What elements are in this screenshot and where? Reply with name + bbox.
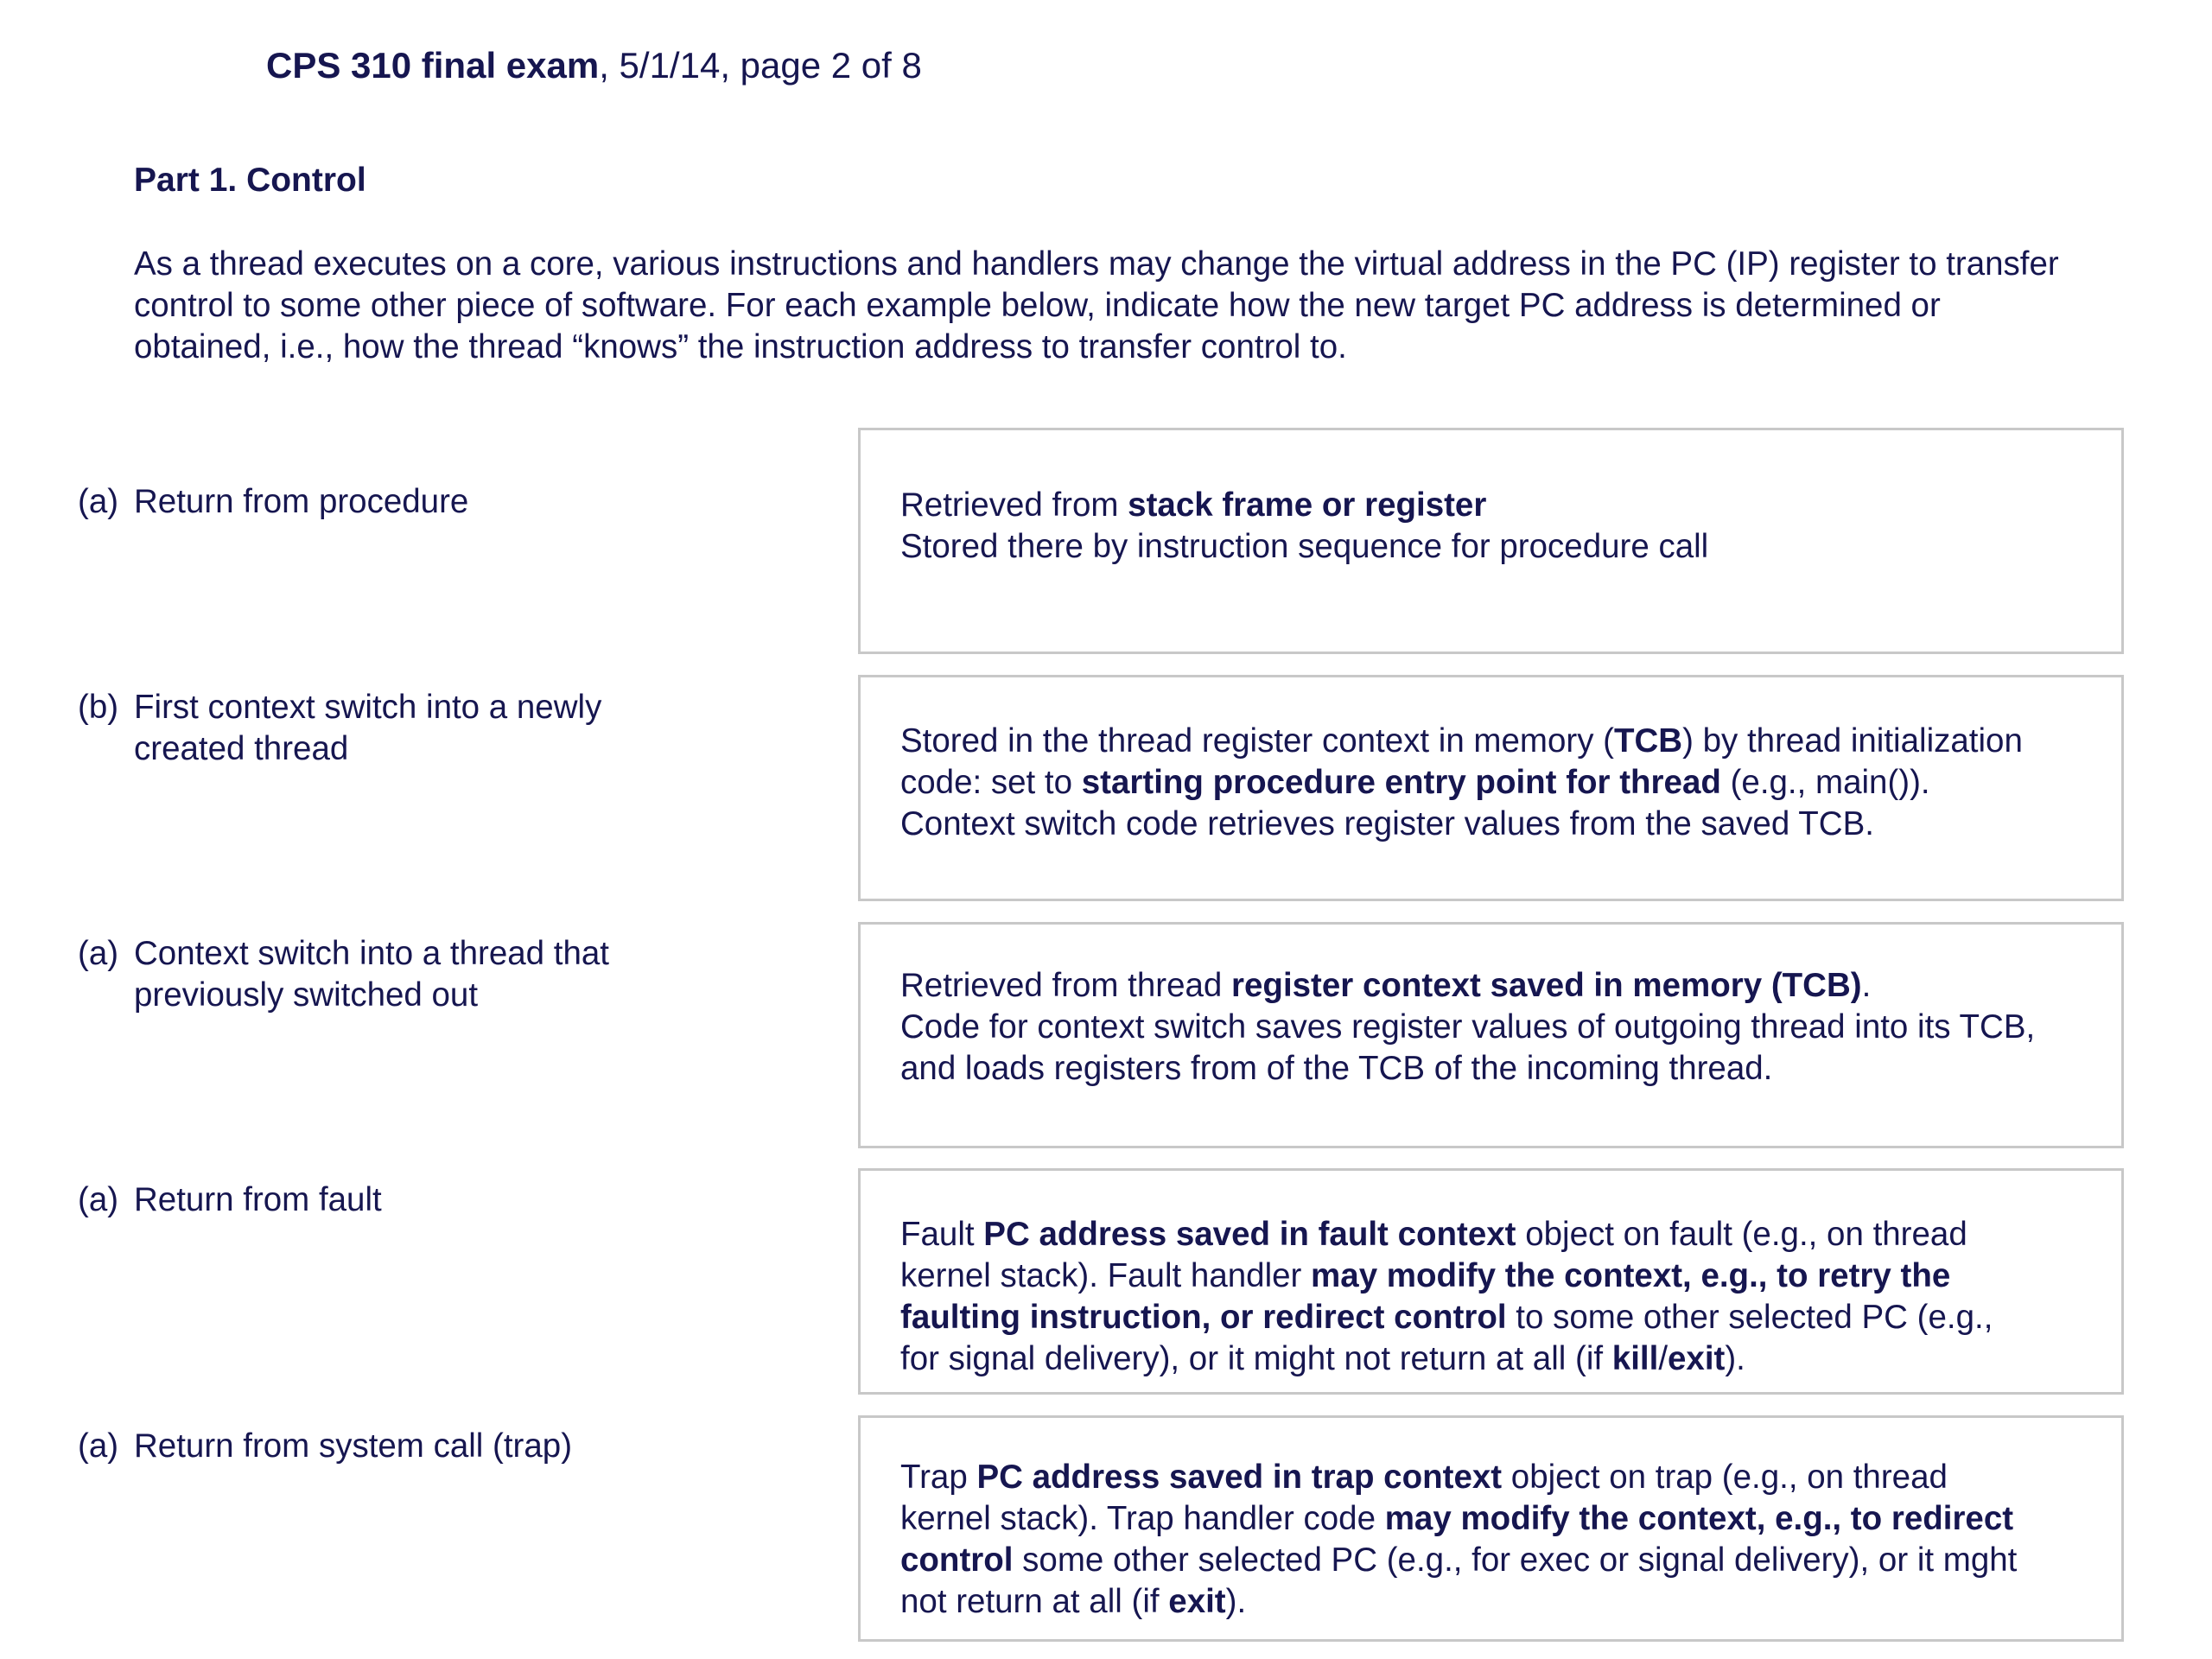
answer-text-run: Fault xyxy=(900,1216,984,1253)
answer-text-run: Context switch code retrieves register values from the saved TCB. xyxy=(900,805,1874,842)
question-letter: (a) xyxy=(78,483,119,520)
answer-box xyxy=(858,428,2124,654)
answer-line xyxy=(900,804,2023,845)
answer-text-run: object on fault (e.g., on thread xyxy=(1516,1216,1967,1253)
answer-line xyxy=(900,1457,2017,1498)
intro-line: obtained, i.e., how the thread “knows” the instruction address to transfer control to. xyxy=(134,328,1347,365)
question-letter: (b) xyxy=(78,689,119,726)
answer-line xyxy=(900,1581,2017,1623)
question-letter: (a) xyxy=(78,935,119,972)
exam-header xyxy=(266,41,922,90)
question-text xyxy=(134,1426,572,1467)
question-text-line: Return from system call (trap) xyxy=(134,1427,573,1465)
answer-text-run: ) by thread initialization xyxy=(1682,722,2023,760)
answer-line xyxy=(900,526,1708,568)
answer-line xyxy=(900,762,2023,804)
answer-line xyxy=(900,485,1708,526)
answer-text-run: Code for context switch saves register values of outgoing thread into its TCB, xyxy=(900,1008,2036,1046)
answer-box xyxy=(858,1168,2124,1395)
part-title: Part 1. Control xyxy=(134,162,366,199)
answer-text-run: object on trap (e.g., on thread xyxy=(1502,1459,1948,1496)
intro-line: As a thread executes on a core, various instructions and handlers may change the virtual address in the PC (IP) register to transfer xyxy=(134,245,2059,283)
answer-text-run: to some other selected PC (e.g., xyxy=(1506,1299,1993,1336)
answer-box xyxy=(858,675,2124,901)
answer-text-run: Stored in the thread register context in memory ( xyxy=(900,722,1614,760)
answer-text-run: Retrieved from xyxy=(900,486,1128,524)
answer-bold-text: exit xyxy=(1168,1583,1226,1620)
answer-text xyxy=(900,1457,2017,1623)
question-text xyxy=(134,481,468,523)
question-text xyxy=(134,687,601,770)
question-text xyxy=(134,1179,382,1221)
answer-bold-text: register context saved in memory (TCB) xyxy=(1231,967,1862,1004)
answer-line xyxy=(900,965,2035,1007)
answer-line xyxy=(900,1048,2035,1090)
answer-text-run: some other selected PC (e.g., for exec or signal delivery), or it mght xyxy=(1013,1541,2018,1579)
answer-text-run: ). xyxy=(1725,1340,1745,1377)
answer-text-run: . xyxy=(1861,967,1872,1004)
answer-line xyxy=(900,1338,1993,1380)
answer-text-run: / xyxy=(1658,1340,1669,1377)
question-letter: (a) xyxy=(78,1181,119,1218)
answer-bold-text: stack frame or register xyxy=(1128,486,1487,524)
exam-page-info: , 5/1/14, page 2 of 8 xyxy=(599,45,922,86)
answer-text xyxy=(900,721,2023,845)
answer-text-run: ). xyxy=(1225,1583,1247,1620)
answer-box xyxy=(858,922,2124,1148)
answer-bold-text: starting procedure entry point for thread xyxy=(1081,764,1721,801)
answer-line xyxy=(900,1214,1993,1255)
answer-text-run: (e.g., main()). xyxy=(1720,764,1930,801)
question-text-line: Return from fault xyxy=(134,1181,382,1218)
answer-text-run: Retrieved from thread xyxy=(900,967,1232,1004)
answer-text-run: for signal delivery), or it might not return at all (if xyxy=(900,1340,1612,1377)
answer-bold-text: faulting instruction, or redirect control xyxy=(900,1299,1507,1336)
question-text-line: previously switched out xyxy=(134,976,479,1014)
answer-text-run: and loads registers from of the TCB of the incoming thread. xyxy=(900,1050,1773,1087)
question-text-line: Context switch into a thread that xyxy=(134,935,609,972)
answer-bold-text: kill xyxy=(1611,1340,1659,1377)
answer-bold-text: PC address saved in fault context xyxy=(983,1216,1516,1253)
answer-bold-text: may modify the context, e.g., to redirect xyxy=(1384,1500,2014,1537)
answer-bold-text: may modify the context, e.g., to retry the xyxy=(1311,1257,1951,1294)
answer-line xyxy=(900,1498,2017,1540)
answer-line xyxy=(900,1297,1993,1338)
question-text xyxy=(134,933,609,1016)
answer-bold-text: exit xyxy=(1668,1340,1726,1377)
exam-title: CPS 310 final exam xyxy=(266,45,600,86)
answer-text-run: not return at all (if xyxy=(900,1583,1169,1620)
intro-line: control to some other piece of software. For each example below, indicate how the new target PC address is determined or xyxy=(134,287,1941,324)
answer-text xyxy=(900,485,1708,568)
answer-line xyxy=(900,721,2023,762)
answer-text-run: Trap xyxy=(900,1459,977,1496)
answer-text xyxy=(900,965,2035,1090)
answer-bold-text: PC address saved in trap context xyxy=(976,1459,1503,1496)
question-letter: (a) xyxy=(78,1427,119,1465)
answer-text xyxy=(900,1214,1993,1380)
question-text-line: First context switch into a newly xyxy=(134,689,602,726)
answer-text-run: kernel stack). Trap handler code xyxy=(900,1500,1385,1537)
answer-line xyxy=(900,1255,1993,1297)
question-text-line: Return from procedure xyxy=(134,483,469,520)
answer-line xyxy=(900,1540,2017,1581)
answer-text-run: kernel stack). Fault handler xyxy=(900,1257,1312,1294)
answer-text-run: Stored there by instruction sequence for procedure call xyxy=(900,528,1709,565)
question-text-line: created thread xyxy=(134,730,349,767)
answer-text-run: code: set to xyxy=(900,764,1082,801)
answer-line xyxy=(900,1007,2035,1048)
answer-bold-text: control xyxy=(900,1541,1014,1579)
answer-bold-text: TCB xyxy=(1613,722,1683,760)
answer-box xyxy=(858,1415,2124,1642)
intro-paragraph xyxy=(134,244,2121,368)
